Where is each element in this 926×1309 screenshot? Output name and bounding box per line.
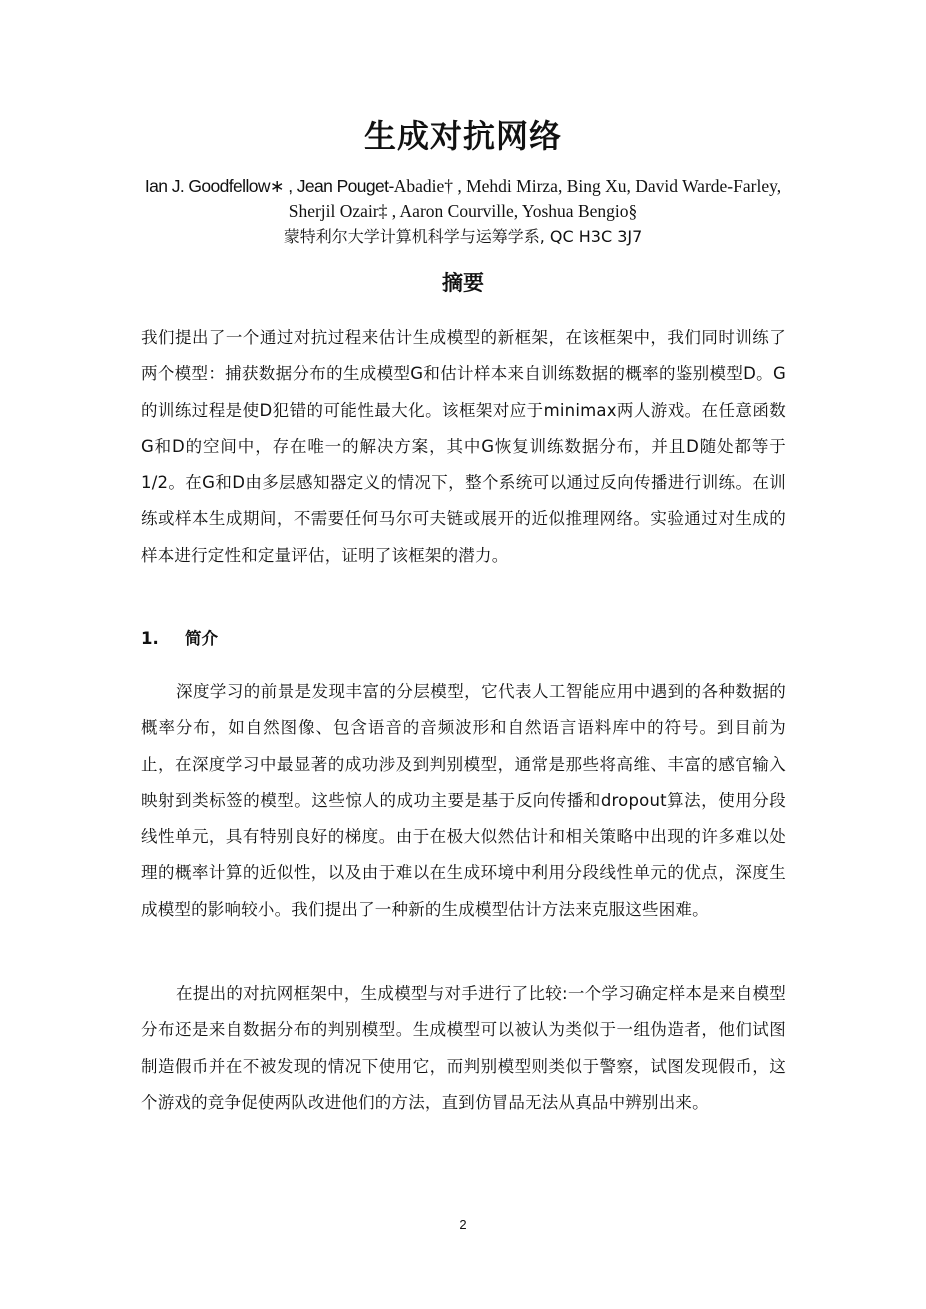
intro-paragraph-1: 深度学习的前景是发现丰富的分层模型，它代表人工智能应用中遇到的各种数据的概率分布，如自然图像、包含语音的音频波形和自然语言语料库中的符号。到目前为止，在深度学习中最显著的成功涉及到判别模型，通常是那些将高维、丰富的感官输入映射到类标签的模型。这些惊人的成功主要是基于反向传播和dropout算法，使用分段线性单元，具有特别良好的梯度。由于在极大似然估计和相关策略中出现的许多难以处理的概率计算的近似性，以及由于难以在生成环境中利用分段线性单元的优点，深度生成模型的影响较小。我们提出了一种新的生成模型估计方法来克服这些困难。 (141, 682, 786, 919)
first-author: Ian J. Goodfellow∗ , Jean Pouget- (144, 176, 394, 196)
intro-paragraph-2: 在提出的对抗网框架中，生成模型与对手进行了比较:一个学习确定样本是来自模型分布还是来自数据分布的判别模型。生成模型可以被认为类似于一组伪造者，他们试图制造假币并在不被发现的情况下使用它，而判别模型则类似于警察，试图发现假币，这个游戏的竞争促使两队改进他们的方法，直到仿冒品无法从真品中辨别出来。 (141, 984, 786, 1112)
abstract-body: 我们提出了一个通过对抗过程来估计生成模型的新框架，在该框架中，我们同时训练了两个模型：捕获数据分布的生成模型G和估计样本来自训练数据的概率的鉴别模型D。G的训练过程是使D犯错的可能性最大化。该框架对应于minimax两人游戏。在任意函数G和D的空间中，存在唯一的解决方案，其中G恢复训练数据分布，并且D随处都等于1/2。在G和D由多层感知器定义的情况下，整个系统可以通过反向传播进行训练。在训练或样本生成期间，不需要任何马尔可夫链或展开的近似推理网络。实验通过对生成的样本进行定性和定量评估，证明了该框架的潜力。 (141, 328, 786, 565)
author-list (140, 174, 786, 224)
section-heading (141, 625, 218, 653)
affiliation: 蒙特利尔大学计算机科学与运筹学系, QC H3C 3J7 (283, 227, 643, 246)
other-authors: Abadie† , Mehdi Mirza, Bing Xu, David Warde-Farley, Sherjil Ozair‡ , Aaron Courville, Yoshua Bengio§ (288, 176, 782, 221)
section-title: 简介 (185, 629, 218, 648)
abstract-heading: 摘要 (442, 271, 484, 295)
page-number: 2 (459, 1217, 467, 1232)
section-number: 1. (141, 629, 159, 648)
paper-title: 生成对抗网络 (363, 117, 562, 155)
